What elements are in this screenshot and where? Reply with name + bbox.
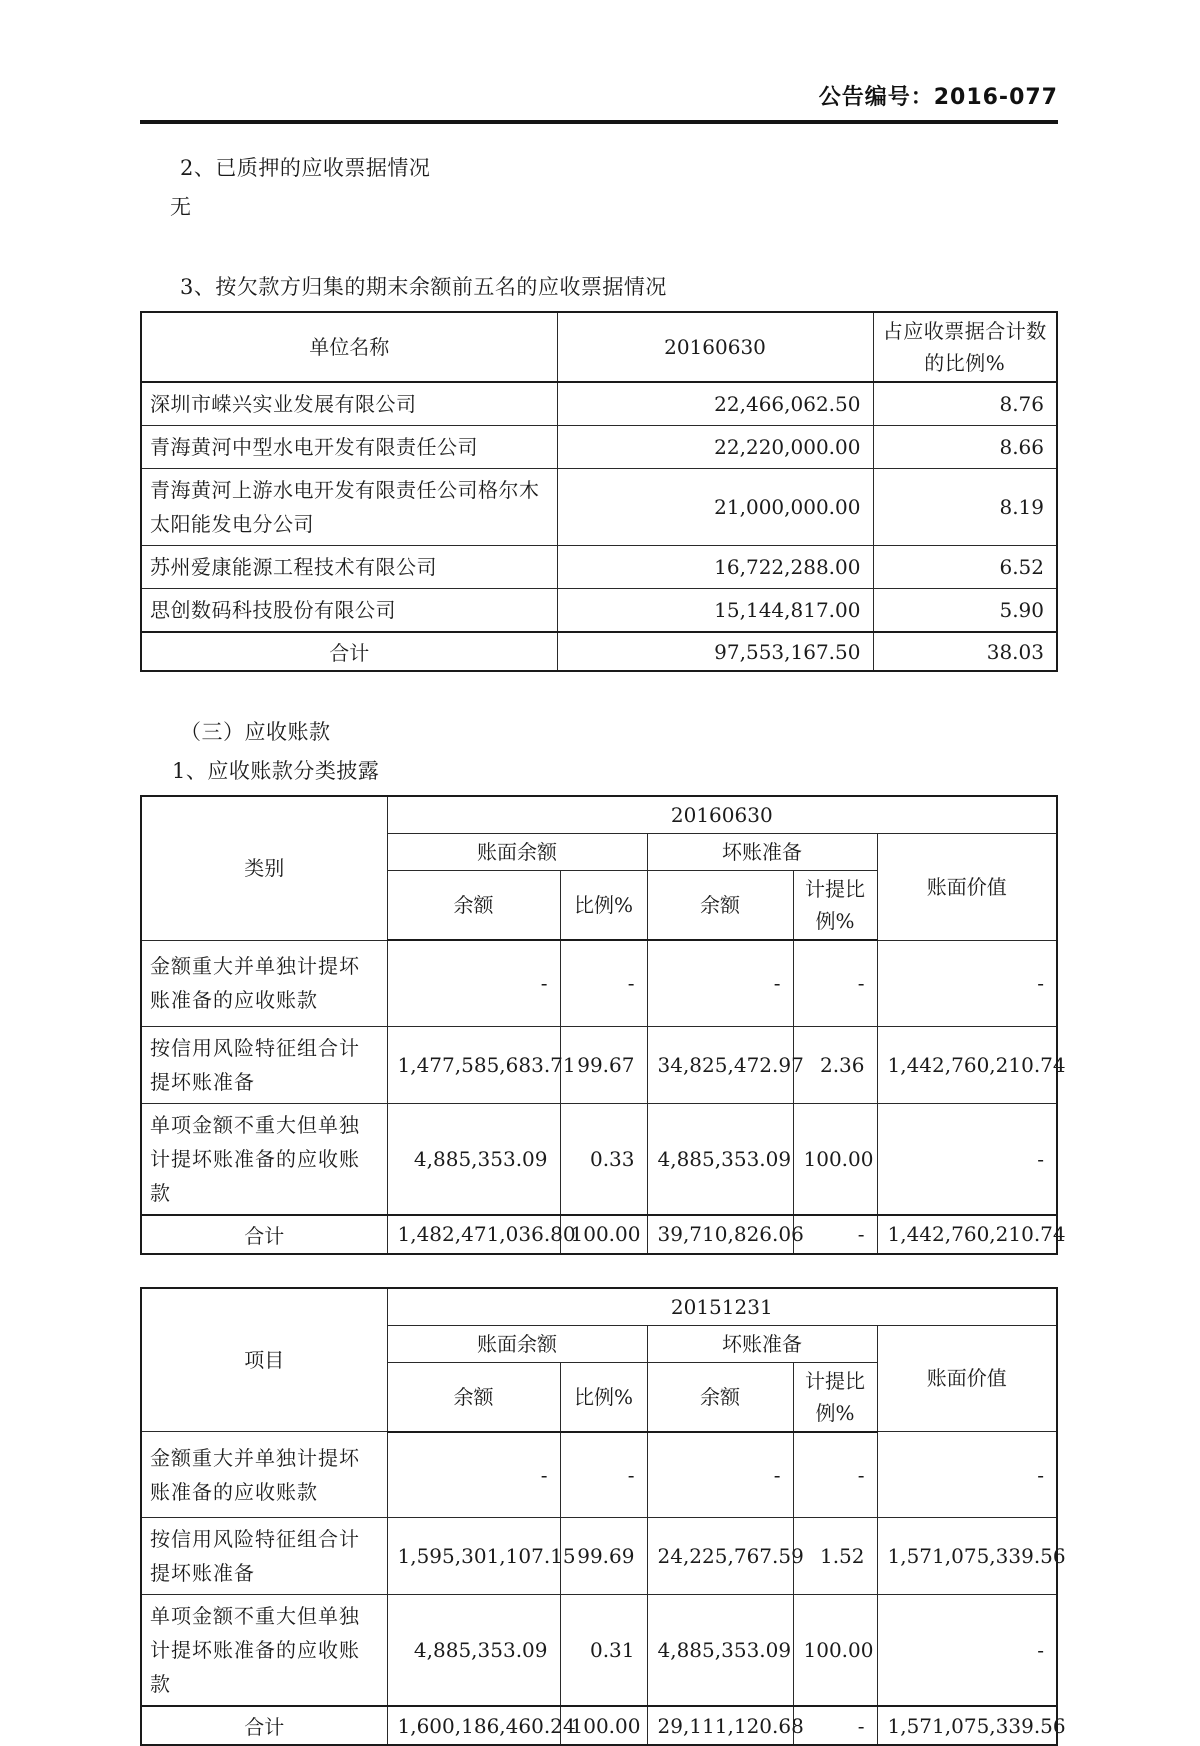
- amount-cell: 22,466,062.50: [557, 382, 873, 426]
- col-header-provision-ratio: 计提比例%: [793, 1362, 877, 1432]
- table-row: [141, 589, 1057, 633]
- total-amount-cell: 97,553,167.50: [557, 632, 873, 671]
- provision-ratio-cell: -: [793, 940, 877, 1026]
- ratio-cell: 99.67: [560, 1026, 647, 1103]
- col-header-balance: 余额: [387, 1362, 560, 1432]
- book-value-cell: -: [877, 940, 1057, 1026]
- col-header-book-value: 账面价值: [877, 834, 1057, 941]
- table-row: [141, 469, 1057, 546]
- col-header-company: 单位名称: [141, 312, 557, 382]
- amount-cell: 22,220,000.00: [557, 426, 873, 469]
- ratio-cell: 5.90: [873, 589, 1057, 633]
- section-4-title: （三）应收账款: [140, 716, 1058, 746]
- book-value-cell: -: [877, 1595, 1057, 1707]
- period-header-row: [141, 796, 1057, 834]
- group-header-book-balance: 账面余额: [387, 1325, 647, 1362]
- total-label-cell: 合计: [141, 1215, 387, 1254]
- table-row: [141, 1432, 1057, 1518]
- total-ratio-cell: 100.00: [560, 1706, 647, 1745]
- amount-cell: 16,722,288.00: [557, 546, 873, 589]
- header-rule: [140, 120, 1058, 124]
- table-row: [141, 1026, 1057, 1103]
- period-header: 20160630: [387, 796, 1057, 834]
- category-cell: 金额重大并单独计提坏账准备的应收账款: [141, 940, 387, 1026]
- amount-cell: 15,144,817.00: [557, 589, 873, 633]
- provision-ratio-cell: -: [793, 1432, 877, 1518]
- bills-receivable-table: [140, 311, 1058, 672]
- ratio-cell: 8.66: [873, 426, 1057, 469]
- group-header-bad-debt: 坏账准备: [647, 1325, 877, 1362]
- total-balance-cell: 1,482,471,036.80: [387, 1215, 560, 1254]
- period-header-row: [141, 1288, 1057, 1326]
- table-row: [141, 426, 1057, 469]
- category-cell: 按信用风险特征组合计提坏账准备: [141, 1026, 387, 1103]
- balance-cell: 1,477,585,683.71: [387, 1026, 560, 1103]
- col-header-provision-ratio: 计提比例%: [793, 871, 877, 941]
- bills-header-row: [141, 312, 1057, 382]
- total-book-value-cell: 1,442,760,210.74: [877, 1215, 1057, 1254]
- col-header-bad-debt-balance: 余额: [647, 871, 793, 941]
- total-bad-debt-cell: 39,710,826.06: [647, 1215, 793, 1254]
- company-name-cell: 青海黄河上游水电开发有限责任公司格尔木太阳能发电分公司: [141, 469, 557, 546]
- row-header-item: 项目: [141, 1288, 387, 1432]
- period-header: 20151231: [387, 1288, 1057, 1326]
- section-3-title: 3、按欠款方归集的期末余额前五名的应收票据情况: [140, 271, 1058, 301]
- provision-ratio-cell: 100.00: [793, 1103, 877, 1215]
- category-cell: 单项金额不重大但单独计提坏账准备的应收账款: [141, 1595, 387, 1707]
- total-row: [141, 1706, 1057, 1745]
- ratio-cell: 8.76: [873, 382, 1057, 426]
- bad-debt-balance-cell: 34,825,472.97: [647, 1026, 793, 1103]
- col-header-ratio: 比例%: [560, 1362, 647, 1432]
- total-row: [141, 1215, 1057, 1254]
- col-header-period: 20160630: [557, 312, 873, 382]
- section-2-title: 2、已质押的应收票据情况: [140, 152, 1058, 182]
- balance-cell: 1,595,301,107.15: [387, 1518, 560, 1595]
- table-row: [141, 1595, 1057, 1707]
- group-header-bad-debt: 坏账准备: [647, 834, 877, 871]
- doc-number: 公告编号：2016-077: [140, 80, 1058, 111]
- table-row: [141, 1518, 1057, 1595]
- col-header-ratio: 比例%: [560, 871, 647, 941]
- category-cell: 单项金额不重大但单独计提坏账准备的应收账款: [141, 1103, 387, 1215]
- category-cell: 金额重大并单独计提坏账准备的应收账款: [141, 1432, 387, 1518]
- group-header-book-balance: 账面余额: [387, 834, 647, 871]
- table-row: [141, 546, 1057, 589]
- col-header-book-value: 账面价值: [877, 1325, 1057, 1432]
- company-name-cell: 苏州爱康能源工程技术有限公司: [141, 546, 557, 589]
- ratio-cell: 99.69: [560, 1518, 647, 1595]
- receivables-2016-table: [140, 795, 1058, 1255]
- book-value-cell: -: [877, 1103, 1057, 1215]
- bad-debt-balance-cell: 4,885,353.09: [647, 1103, 793, 1215]
- provision-ratio-cell: 2.36: [793, 1026, 877, 1103]
- bad-debt-balance-cell: 24,225,767.59: [647, 1518, 793, 1595]
- bad-debt-balance-cell: -: [647, 940, 793, 1026]
- balance-cell: -: [387, 940, 560, 1026]
- balance-cell: 4,885,353.09: [387, 1103, 560, 1215]
- total-provision-ratio-cell: -: [793, 1706, 877, 1745]
- company-name-cell: 思创数码科技股份有限公司: [141, 589, 557, 633]
- book-value-cell: 1,442,760,210.74: [877, 1026, 1057, 1103]
- balance-cell: 4,885,353.09: [387, 1595, 560, 1707]
- ratio-cell: 6.52: [873, 546, 1057, 589]
- total-balance-cell: 1,600,186,460.24: [387, 1706, 560, 1745]
- table-row: [141, 940, 1057, 1026]
- amount-cell: 21,000,000.00: [557, 469, 873, 546]
- ratio-cell: -: [560, 1432, 647, 1518]
- section-2-content: 无: [140, 191, 1058, 221]
- ratio-cell: 0.33: [560, 1103, 647, 1215]
- total-label-cell: 合计: [141, 632, 557, 671]
- company-name-cell: 深圳市嵘兴实业发展有限公司: [141, 382, 557, 426]
- ratio-cell: -: [560, 940, 647, 1026]
- company-name-cell: 青海黄河中型水电开发有限责任公司: [141, 426, 557, 469]
- total-book-value-cell: 1,571,075,339.56: [877, 1706, 1057, 1745]
- bills-total-row: [141, 632, 1057, 671]
- total-provision-ratio-cell: -: [793, 1215, 877, 1254]
- col-header-bad-debt-balance: 余额: [647, 1362, 793, 1432]
- section-4-subtitle: 1、应收账款分类披露: [140, 755, 1058, 785]
- ratio-cell: 0.31: [560, 1595, 647, 1707]
- bad-debt-balance-cell: -: [647, 1432, 793, 1518]
- balance-cell: -: [387, 1432, 560, 1518]
- col-header-balance: 余额: [387, 871, 560, 941]
- provision-ratio-cell: 1.52: [793, 1518, 877, 1595]
- book-value-cell: -: [877, 1432, 1057, 1518]
- provision-ratio-cell: 100.00: [793, 1595, 877, 1707]
- category-cell: 按信用风险特征组合计提坏账准备: [141, 1518, 387, 1595]
- total-label-cell: 合计: [141, 1706, 387, 1745]
- book-value-cell: 1,571,075,339.56: [877, 1518, 1057, 1595]
- total-ratio-cell: 38.03: [873, 632, 1057, 671]
- table-row: [141, 382, 1057, 426]
- total-ratio-cell: 100.00: [560, 1215, 647, 1254]
- table-row: [141, 1103, 1057, 1215]
- receivables-2015-table: [140, 1287, 1058, 1746]
- ratio-cell: 8.19: [873, 469, 1057, 546]
- row-header-category: 类别: [141, 796, 387, 940]
- bad-debt-balance-cell: 4,885,353.09: [647, 1595, 793, 1707]
- col-header-ratio: 占应收票据合计数的比例%: [873, 312, 1057, 382]
- total-bad-debt-cell: 29,111,120.68: [647, 1706, 793, 1745]
